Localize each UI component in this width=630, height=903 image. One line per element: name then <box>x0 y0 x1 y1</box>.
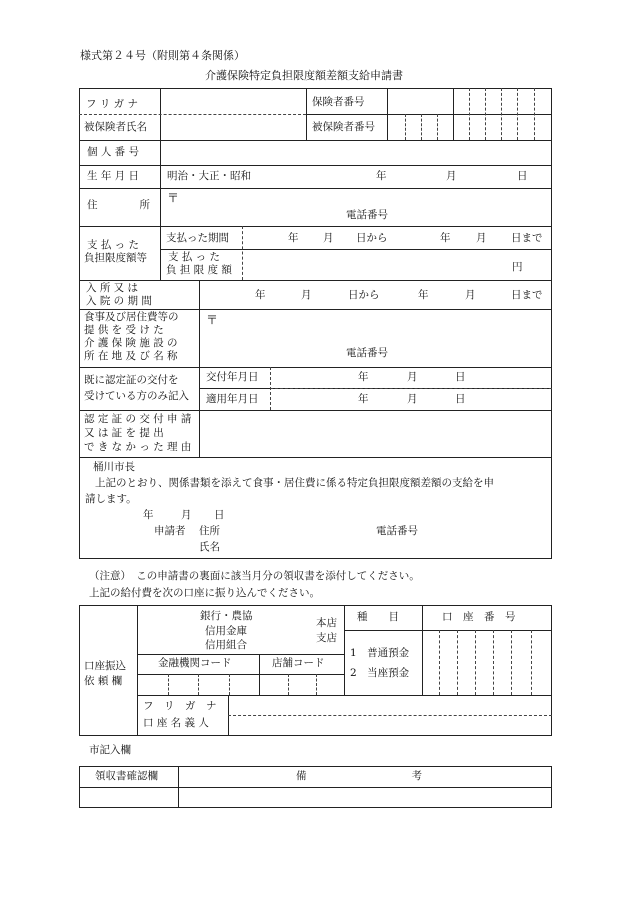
insured-number-label: 被保険者番号 <box>312 121 375 133</box>
form-title: 介護保険特定負担限度額差額支給申請書 <box>205 69 403 82</box>
facility-label-1: 食事及び居住費等の <box>84 311 179 323</box>
admission-to-year: 年 <box>418 289 429 301</box>
holder-furigana-label: フ リ ガ ナ <box>143 700 217 712</box>
admission-period-label-1: 入 所 又 は <box>86 282 139 294</box>
applicant-name-label: 氏名 <box>199 541 220 553</box>
apply-day: 日 <box>455 393 466 405</box>
postal-mark: 〒 <box>167 191 180 205</box>
paid-from-label: 日から <box>356 232 388 244</box>
issue-date-label: 交付年月日 <box>206 371 259 383</box>
bank-transfer-label-2: 依 頼 欄 <box>84 675 123 687</box>
issue-year: 年 <box>358 371 369 383</box>
paid-limit-label-2: 負担限度額等 <box>84 252 147 264</box>
date-year-label: 年 <box>143 509 154 521</box>
paid-from-year: 年 <box>288 232 299 244</box>
remarks-label: 備 考 <box>296 770 422 782</box>
yen-unit: 円 <box>512 261 523 273</box>
account-number-header: 口 座 番 号 <box>442 611 516 623</box>
paid-to-month: 月 <box>476 232 487 244</box>
statement-line-1: 上記のとおり、関係書類を添えて食事・居住費に係る特定負担限度額差額の支給を申 <box>95 477 494 489</box>
personal-number-label: 個 人 番 号 <box>87 146 140 158</box>
head-office-label: 本店 <box>316 617 337 629</box>
admission-to-month: 月 <box>465 289 476 301</box>
paid-to-year: 年 <box>440 232 451 244</box>
statement-line-2: 請します。 <box>85 493 137 505</box>
birth-day-label: 日 <box>517 170 528 182</box>
admission-period-label-2: 入 院 の 期 間 <box>86 295 152 307</box>
paid-amount-label-1: 支 払 っ た <box>168 251 221 263</box>
paid-from-month: 月 <box>323 232 334 244</box>
insurer-number-label: 保険者番号 <box>312 96 365 108</box>
paid-amount-label-2: 負 担 限 度 額 <box>166 264 232 276</box>
branch-office-label: 支店 <box>316 632 337 644</box>
cert-label-2: 受けている方のみ記入 <box>84 390 189 402</box>
apply-year: 年 <box>358 393 369 405</box>
applicant-address-label: 住所 <box>199 525 220 537</box>
issue-day: 日 <box>455 371 466 383</box>
birth-year-label: 年 <box>376 170 387 182</box>
institution-type-1: 銀行・農協 <box>200 610 253 622</box>
phone-label: 電話番号 <box>346 209 388 221</box>
facility-label-4: 所 在 地 及 び 名 称 <box>84 350 178 362</box>
insured-name-label: 被保険者氏名 <box>84 121 147 133</box>
facility-phone-label: 電話番号 <box>346 347 388 359</box>
birth-month-label: 月 <box>446 170 457 182</box>
facility-label-2: 提 供 を 受 け た <box>84 324 164 336</box>
reason-label-3: で き な か っ た 理 由 <box>84 441 192 453</box>
applicant-phone-label: 電話番号 <box>376 525 418 537</box>
admission-from-year: 年 <box>255 289 266 301</box>
applicant-label: 申請者 <box>154 525 186 537</box>
birthdate-label: 生 年 月 日 <box>87 170 140 182</box>
paid-period-label: 支払った期間 <box>166 232 229 244</box>
reason-label-2: 又 は 証 を 提 出 <box>84 427 164 439</box>
account-type-ordinary: 1 普通預金 <box>350 647 410 659</box>
reason-label-1: 認 定 証 の 交 付 申 請 <box>84 413 192 425</box>
issue-month: 月 <box>407 371 418 383</box>
admission-from-label: 日から <box>348 289 380 301</box>
mayor-address: 桶川市長 <box>93 461 135 473</box>
date-month-label: 月 <box>181 509 192 521</box>
cert-label-1: 既に認定証の交付を <box>84 374 179 386</box>
institution-type-2: 信用金庫 <box>205 625 247 637</box>
date-day-label: 日 <box>214 509 225 521</box>
paid-until-label: 日まで <box>511 232 543 244</box>
receipt-check-label: 領収書確認欄 <box>95 770 158 782</box>
facility-label-3: 介 護 保 険 施 設 の <box>84 337 178 349</box>
bank-transfer-label-1: 口座振込 <box>84 660 126 672</box>
address-label: 住 所 <box>87 199 150 211</box>
transfer-note: 上記の給付費を次の口座に振り込んでください。 <box>89 587 320 599</box>
form-number: 様式第２４号（附則第４条関係） <box>80 49 245 62</box>
bank-code-label: 金融機関コード <box>158 657 232 669</box>
caution-note: （注意） この申請書の裏面に該当月分の領収書を添付してください。 <box>89 570 420 582</box>
account-type-current: 2 当座預金 <box>350 667 410 679</box>
apply-month: 月 <box>407 393 418 405</box>
era-options: 明治・大正・昭和 <box>167 170 251 182</box>
facility-postal-mark: 〒 <box>206 313 219 327</box>
admission-until-label: 日まで <box>511 289 543 301</box>
furigana-label: フ リ ガ ナ <box>86 98 139 110</box>
city-use-section-label: 市記入欄 <box>89 744 131 756</box>
branch-code-label: 店舗コード <box>272 657 325 669</box>
paid-limit-label-1: 支 払 っ た <box>87 239 140 251</box>
account-type-header: 種 目 <box>357 611 399 623</box>
apply-date-label: 適用年月日 <box>206 393 259 405</box>
admission-from-month: 月 <box>301 289 312 301</box>
institution-type-3: 信用組合 <box>205 639 247 651</box>
account-holder-label: 口 座 名 義 人 <box>143 717 209 729</box>
